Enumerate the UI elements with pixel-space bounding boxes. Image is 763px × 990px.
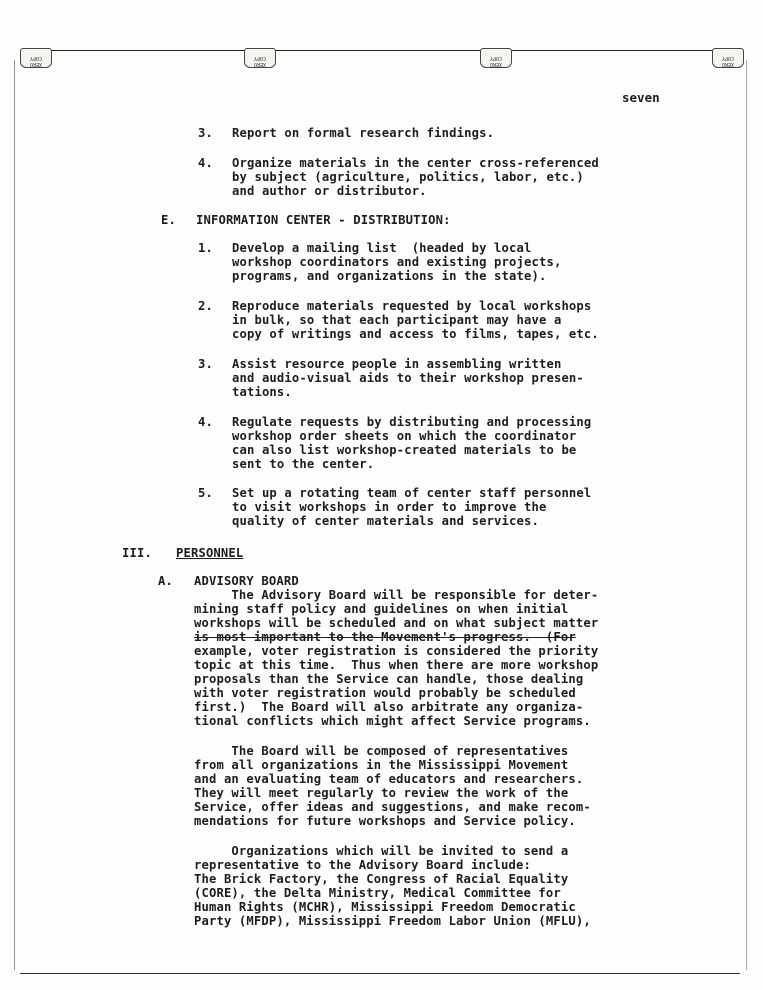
- paragraph-line: tional conflicts which might affect Service programs.: [194, 714, 591, 728]
- list-number: 4.: [198, 415, 213, 429]
- paragraph-line: Organizations which will be invited to send a: [194, 844, 569, 858]
- list-item-text: tations.: [232, 385, 292, 399]
- list-item-text: to visit workshops in order to improve the: [232, 500, 547, 514]
- list-item-text: by subject (agriculture, politics, labor, etc.): [232, 170, 584, 184]
- section-heading: PERSONNEL: [176, 546, 244, 560]
- list-item-text: Report on formal research findings.: [232, 126, 495, 140]
- list-number: 3.: [198, 126, 213, 140]
- list-item-text: workshop coordinators and existing projects,: [232, 255, 562, 269]
- list-item-text: Develop a mailing list (headed by local: [232, 241, 532, 255]
- list-number: 3.: [198, 357, 213, 371]
- list-item-text: programs, and organizations in the state).: [232, 269, 547, 283]
- list-item-text: can also list workshop-created materials to be: [232, 443, 577, 457]
- paragraph-line: They will meet regularly to review the work of the: [194, 786, 569, 800]
- paragraph-line: The Brick Factory, the Congress of Racial Equality: [194, 872, 569, 886]
- paragraph-line: representative to the Advisory Board include:: [194, 858, 531, 872]
- list-item-text: Reproduce materials requested by local workshops: [232, 299, 592, 313]
- paragraph-line: first.) The Board will also arbitrate any organiza-: [194, 700, 584, 714]
- xerox-stamp-icon: XERO COPY: [244, 48, 276, 68]
- paragraph-line: from all organizations in the Mississippi Movement: [194, 758, 569, 772]
- list-number: 2.: [198, 299, 213, 313]
- paragraph-line: The Board will be composed of representatives: [194, 744, 569, 758]
- subsection-letter: A.: [158, 574, 173, 588]
- paragraph-line: The Advisory Board will be responsible for deter-: [194, 588, 599, 602]
- paragraph-line: proposals than the Service can handle, those dealing: [194, 672, 584, 686]
- paragraph-line: Human Rights (MCHR), Mississippi Freedom Democratic: [194, 900, 576, 914]
- paragraph-line-struck: is most important to the Movement's progress. (For: [194, 630, 576, 644]
- left-margin-line: [14, 60, 15, 970]
- list-item-text: and audio-visual aids to their workshop presen-: [232, 371, 584, 385]
- section-numeral: III.: [122, 546, 152, 560]
- paragraph-line: Service, offer ideas and suggestions, and make recom-: [194, 800, 591, 814]
- list-item-text: sent to the center.: [232, 457, 375, 471]
- list-item-text: Set up a rotating team of center staff personnel: [232, 486, 592, 500]
- list-item-text: in bulk, so that each participant may have a: [232, 313, 562, 327]
- list-item-text: copy of writings and access to films, tapes, etc.: [232, 327, 599, 341]
- list-item-text: Regulate requests by distributing and processing: [232, 415, 592, 429]
- page-number: seven: [622, 90, 660, 105]
- paragraph-line: mining staff policy and guidelines on when initial: [194, 602, 569, 616]
- paragraph-line: workshops will be scheduled and on what subject matter: [194, 616, 599, 630]
- xerox-stamp-icon: XERO COPY: [480, 48, 512, 68]
- paragraph-line: example, voter registration is considered the priority: [194, 644, 599, 658]
- paragraph-line: and an evaluating team of educators and researchers.: [194, 772, 584, 786]
- xerox-stamp-icon: XERO COPY: [20, 48, 52, 68]
- paragraph-line: (CORE), the Delta Ministry, Medical Committee for: [194, 886, 561, 900]
- list-number: 4.: [198, 156, 213, 170]
- list-item-text: workshop order sheets on which the coordinator: [232, 429, 577, 443]
- list-number: 1.: [198, 241, 213, 255]
- bottom-border-line: [20, 973, 740, 974]
- subsection-heading: ADVISORY BOARD: [194, 574, 299, 588]
- section-heading: INFORMATION CENTER - DISTRIBUTION:: [196, 213, 451, 227]
- right-margin-line: [746, 60, 747, 970]
- paragraph-line: Party (MFDP), Mississippi Freedom Labor Union (MFLU),: [194, 914, 591, 928]
- paragraph-line: mendations for future workshops and Service policy.: [194, 814, 576, 828]
- section-letter: E.: [161, 213, 176, 227]
- list-number: 5.: [198, 486, 213, 500]
- list-item-text: Assist resource people in assembling written: [232, 357, 562, 371]
- paragraph-line: topic at this time. Thus when there are more workshop: [194, 658, 599, 672]
- list-item-text: Organize materials in the center cross-referenced: [232, 156, 599, 170]
- list-item-text: and author or distributor.: [232, 184, 427, 198]
- list-item-text: quality of center materials and services.: [232, 514, 539, 528]
- top-border-line: [40, 50, 740, 51]
- xerox-stamp-icon: XERO COPY: [712, 48, 744, 68]
- paragraph-line: with voter registration would probably be scheduled: [194, 686, 576, 700]
